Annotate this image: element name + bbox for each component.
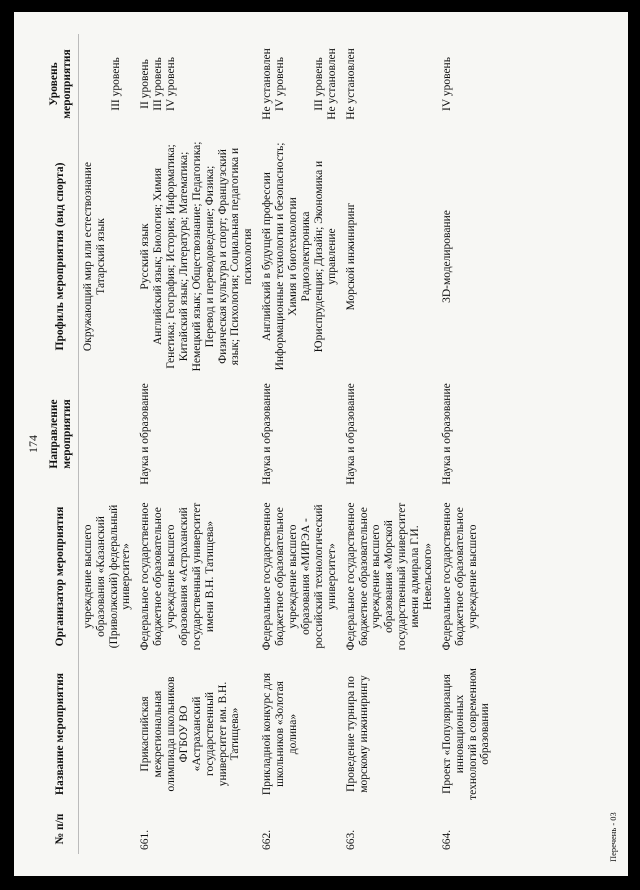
level-item: II уровень — [139, 59, 152, 109]
profile-item: Английский в будущей профессии — [261, 172, 274, 341]
row-levels — [438, 34, 496, 134]
row-levels — [136, 34, 258, 134]
row-levels — [258, 34, 342, 134]
level-item: IV уровень — [274, 57, 286, 111]
header-profile: Профиль мероприятия (вид спорта) — [44, 134, 78, 379]
profile-item: Радиоэлектроника — [299, 211, 312, 302]
level-item: III уровень — [312, 57, 325, 111]
header-organizer: Организатор мероприятия — [44, 489, 78, 664]
row-organizer: Федеральное государственное бюджетное образовательное учреждение высшего образования «МИРЭА - российский технологический университет» — [261, 502, 338, 651]
row-direction: Наука и образование — [261, 383, 274, 485]
level-item: III уровень — [152, 57, 165, 111]
row-direction: Наука и образование — [139, 383, 152, 485]
level-item: Не установлен — [344, 48, 357, 120]
row-direction: Наука и образование — [440, 383, 453, 485]
cont-level — [78, 34, 136, 134]
table-row — [136, 34, 258, 854]
row-name: Прикаспийская межрегиональная олимпиада школьников ФГБОУ ВО «Астраханский государственный университет им. В.Н. Татищева» — [139, 676, 242, 792]
level-item: IV уровень — [165, 57, 177, 111]
row-num: 662. — [261, 829, 274, 850]
events-table — [44, 34, 495, 854]
row-num: 663. — [344, 829, 357, 850]
profile-item: 3D-моделирование — [440, 210, 453, 303]
page-number: 174 — [26, 435, 40, 453]
table-row-continuation — [78, 34, 136, 854]
row-name: Проведение турнира по морскому инжинирингу — [344, 675, 370, 793]
cont-organizer: учреждение высшего образования «Казанский (Приволжский) федеральный университет» — [81, 504, 133, 649]
table-row — [438, 34, 496, 854]
level-item: IV уровень — [440, 57, 453, 111]
rotated-page-content — [14, 12, 628, 876]
row-num: 661. — [139, 829, 152, 850]
row-organizer: Федеральное государственное бюджетное образовательное учреждение высшего образования «Морской государственный университет имени адмирала Г.И. Невельского» — [344, 502, 434, 651]
row-num: 664. — [440, 829, 453, 850]
row-organizer: Федеральное государственное бюджетное образовательное учреждение высшего образования «Астраханский государственный университет имени В.Н. Татищева» — [139, 502, 216, 651]
document-page — [14, 12, 628, 876]
level-item: Не установлен — [325, 48, 338, 120]
row-profiles — [438, 134, 496, 379]
row-profiles — [136, 134, 258, 379]
row-direction: Наука и образование — [344, 383, 357, 485]
cont-level-1: III уровень — [109, 57, 122, 111]
row-name: Проект «Популяризация инновационных технологий в современном образовании — [440, 668, 492, 800]
header-level: Уровень мероприятия — [44, 34, 78, 134]
header-name: Название мероприятия — [44, 664, 78, 804]
header-num: № п/п — [44, 804, 78, 854]
profile-item: Русский язык — [139, 223, 152, 290]
table-row — [342, 34, 438, 854]
page-footer: Перечень - 03 — [608, 812, 618, 862]
profile-item: Морской инжиниринг — [344, 202, 357, 311]
row-organizer: Федеральное государственное бюджетное образовательное учреждение высшего — [440, 502, 479, 651]
cont-profile-1: Окружающий мир или естествознание — [81, 161, 94, 352]
table-row — [258, 34, 342, 854]
profile-item: Юриспруденция; Дизайн; Экономика и управление — [312, 160, 338, 353]
row-profiles — [258, 134, 342, 379]
level-item: Не установлен — [261, 48, 274, 120]
profile-item: Информационные технологии и безопасность; Химия и биотехнологии — [274, 142, 299, 371]
row-name: Прикладной конкурс для школьников «Золотая долина» — [261, 672, 299, 796]
row-profiles — [342, 134, 438, 379]
row-levels — [342, 34, 438, 134]
cont-profile — [78, 134, 136, 379]
profile-item: Генетика; География; История; Информатика; Китайский язык; Литература; Математика; Немецкий язык; Обществознание; Педагогика; Перевод и переводоведение; Физика; Физическая культура и спорт; Французский язык; Психология; Социальная педагогика и психология — [165, 141, 255, 372]
header-direction: Направление мероприятия — [44, 379, 78, 489]
cont-profile-2: Татарский язык — [94, 218, 107, 295]
profile-item: Английский язык; Биология; Химия — [152, 168, 165, 345]
table-header-row — [44, 34, 78, 854]
